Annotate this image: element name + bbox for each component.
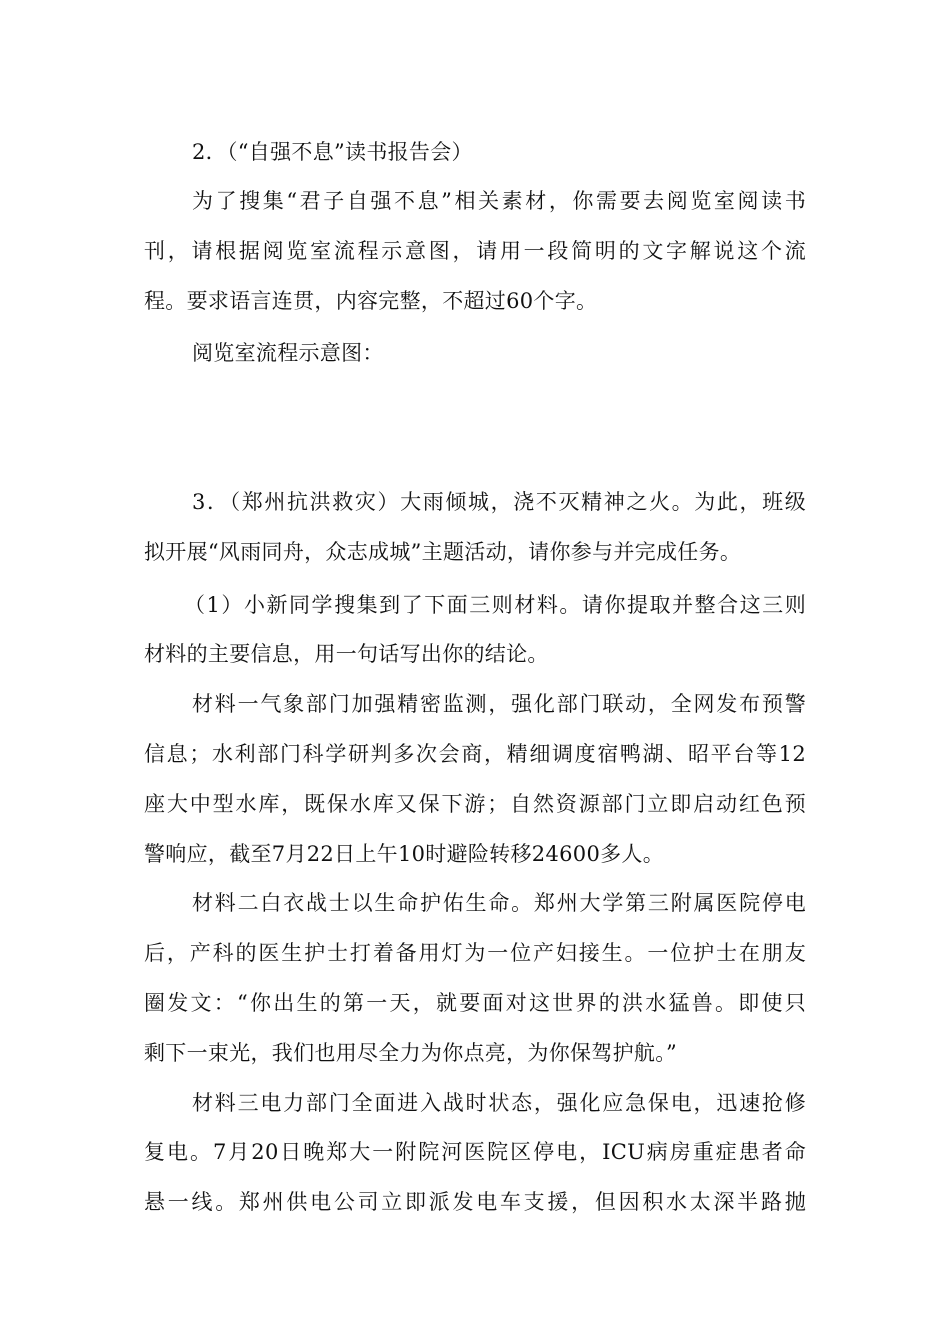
figure-caption: 阅览室流程示意图： (192, 341, 384, 365)
material-2-line-3: 圈发文：“你出生的第一天，就要面对这世界的洪水猛兽。即使只 (144, 991, 806, 1015)
material-1-line-3: 座大中型水库，既保水库又保下游；自然资源部门立即启动红色预 (144, 792, 806, 816)
material-1-line-1: 材料一气象部门加强精密监测，强化部门联动，全网发布预警 (192, 692, 806, 716)
question-3-intro-line-1: 3．（郑州抗洪救灾）大雨倾城，浇不灭精神之火。为此，班级 (192, 490, 806, 514)
material-2-line-4: 剩下一束光，我们也用尽全力为你点亮，为你保驾护航。” (144, 1041, 678, 1065)
material-2-line-1: 材料二白衣战士以生命护佑生命。郑州大学第三附属医院停电 (192, 891, 806, 915)
question-2-body-line-3: 程。要求语言连贯，内容完整，不超过60个字。 (144, 289, 598, 313)
question-2-body-line-2: 刊，请根据阅览室流程示意图，请用一段简明的文字解说这个流 (144, 239, 806, 263)
question-2-title: 2．（“自强不息”读书报告会） (192, 140, 473, 164)
material-3-line-1: 材料三电力部门全面进入战时状态，强化应急保电，迅速抢修 (192, 1091, 806, 1115)
material-3-line-2: 复电。7月20日晚郑大一附院河医院区停电，ICU病房重症患者命 (144, 1140, 806, 1164)
material-1-line-4: 警响应，截至7月22日上午10时避险转移24600多人。 (144, 842, 665, 866)
sub-question-1-line-1: （1）小新同学搜集到了下面三则材料。请你提取并整合这三则 (184, 593, 806, 617)
material-2-line-2: 后，产科的医生护士打着备用灯为一位产妇接生。一位护士在朋友 (144, 941, 806, 965)
sub-question-1-line-2: 材料的主要信息，用一句话写出你的结论。 (144, 642, 549, 666)
material-3-line-3: 悬一线。郑州供电公司立即派发电车支援，但因积水太深半路抛 (144, 1190, 806, 1214)
question-3-intro-line-2: 拟开展“风雨同舟，众志成城”主题活动，请你参与并完成任务。 (144, 540, 742, 564)
material-1-line-2: 信息；水利部门科学研判多次会商，精细调度宿鸭湖、昭平台等12 (144, 742, 806, 766)
question-2-body-line-1: 为了搜集“君子自强不息”相关素材，你需要去阅览室阅读书 (192, 189, 806, 213)
